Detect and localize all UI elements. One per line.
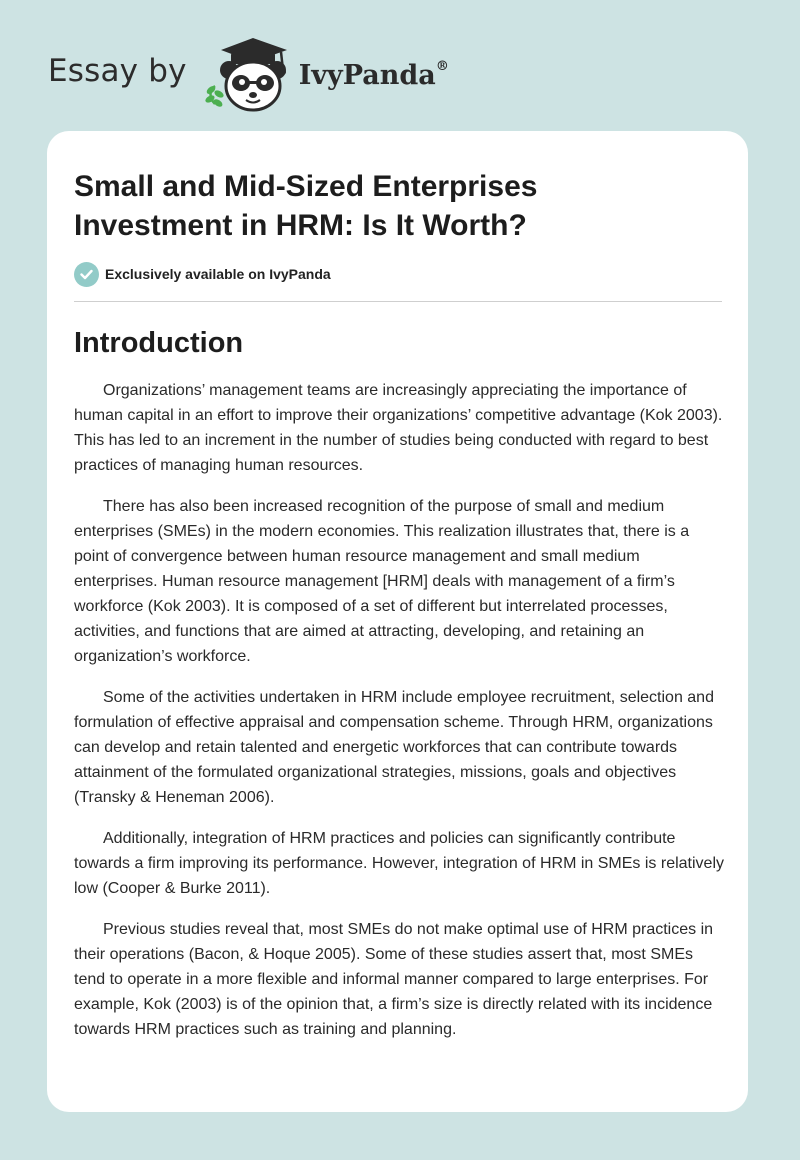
registered-mark: ® [435,58,449,74]
article-title: Small and Mid-Sized Enterprises Investment in HRM: Is It Worth? [74,170,538,242]
paragraph: There has also been increased recognition of the purpose of small and medium enterprises (SMEs) in the modern economies. This realization illustrates that, there is a point of convergence between human resource management and small medium enterprises. Human resource management [HRM] deals with management of a firm’s workforce (Kok 2003). It is composed of a set of different but interrelated processes, activities, and functions that are aimed at attracting, developing, and retaining an organization’s workforce. [74,498,690,665]
article-card [47,131,748,1112]
check-icon [74,262,99,287]
article-body [74,378,722,1042]
paragraph: Additionally, integration of HRM practices and policies can significantly contribute towards a firm improving its performance. However, integration of HRM in SMEs is relatively low (Cooper & Burke 2011). [74,830,724,897]
divider [74,301,722,302]
exclusive-badge [74,260,722,288]
paragraph: Some of the activities undertaken in HRM include employee recruitment, selection and formulation of effective appraisal and compensation scheme. Through HRM, organizations can develop and retain talented and energetic workforces that can contribute towards attainment of the formulated organizational strategies, missions, goals and objectives (Transky & Heneman 2006). [74,689,714,806]
section-heading: Introduction [74,327,244,359]
essay-by-label: Essay by [48,53,187,89]
panda-graduate-logo-icon[interactable] [201,32,297,114]
brand-name[interactable]: IvyPanda® [298,58,449,91]
paragraph: Organizations’ management teams are increasingly appreciating the importance of human capital in an effort to improve their organizations’ competitive advantage (Kok 2003). This has led to an increment in the number of studies being conducted with regard to best practices of managing human resources. [74,382,723,474]
site-header [48,28,449,118]
badge-label: Exclusively available on IvyPanda [105,266,331,282]
paragraph: Previous studies reveal that, most SMEs do not make optimal use of HRM practices in their operations (Bacon, & Hoque 2005). Some of these studies assert that, most SMEs tend to operate in a more flexible and informal manner compared to large enterprises. For example, Kok (2003) is of the opinion that, a firm’s size is directly related with its incidence towards HRM practices such as training and planning. [74,921,714,1038]
